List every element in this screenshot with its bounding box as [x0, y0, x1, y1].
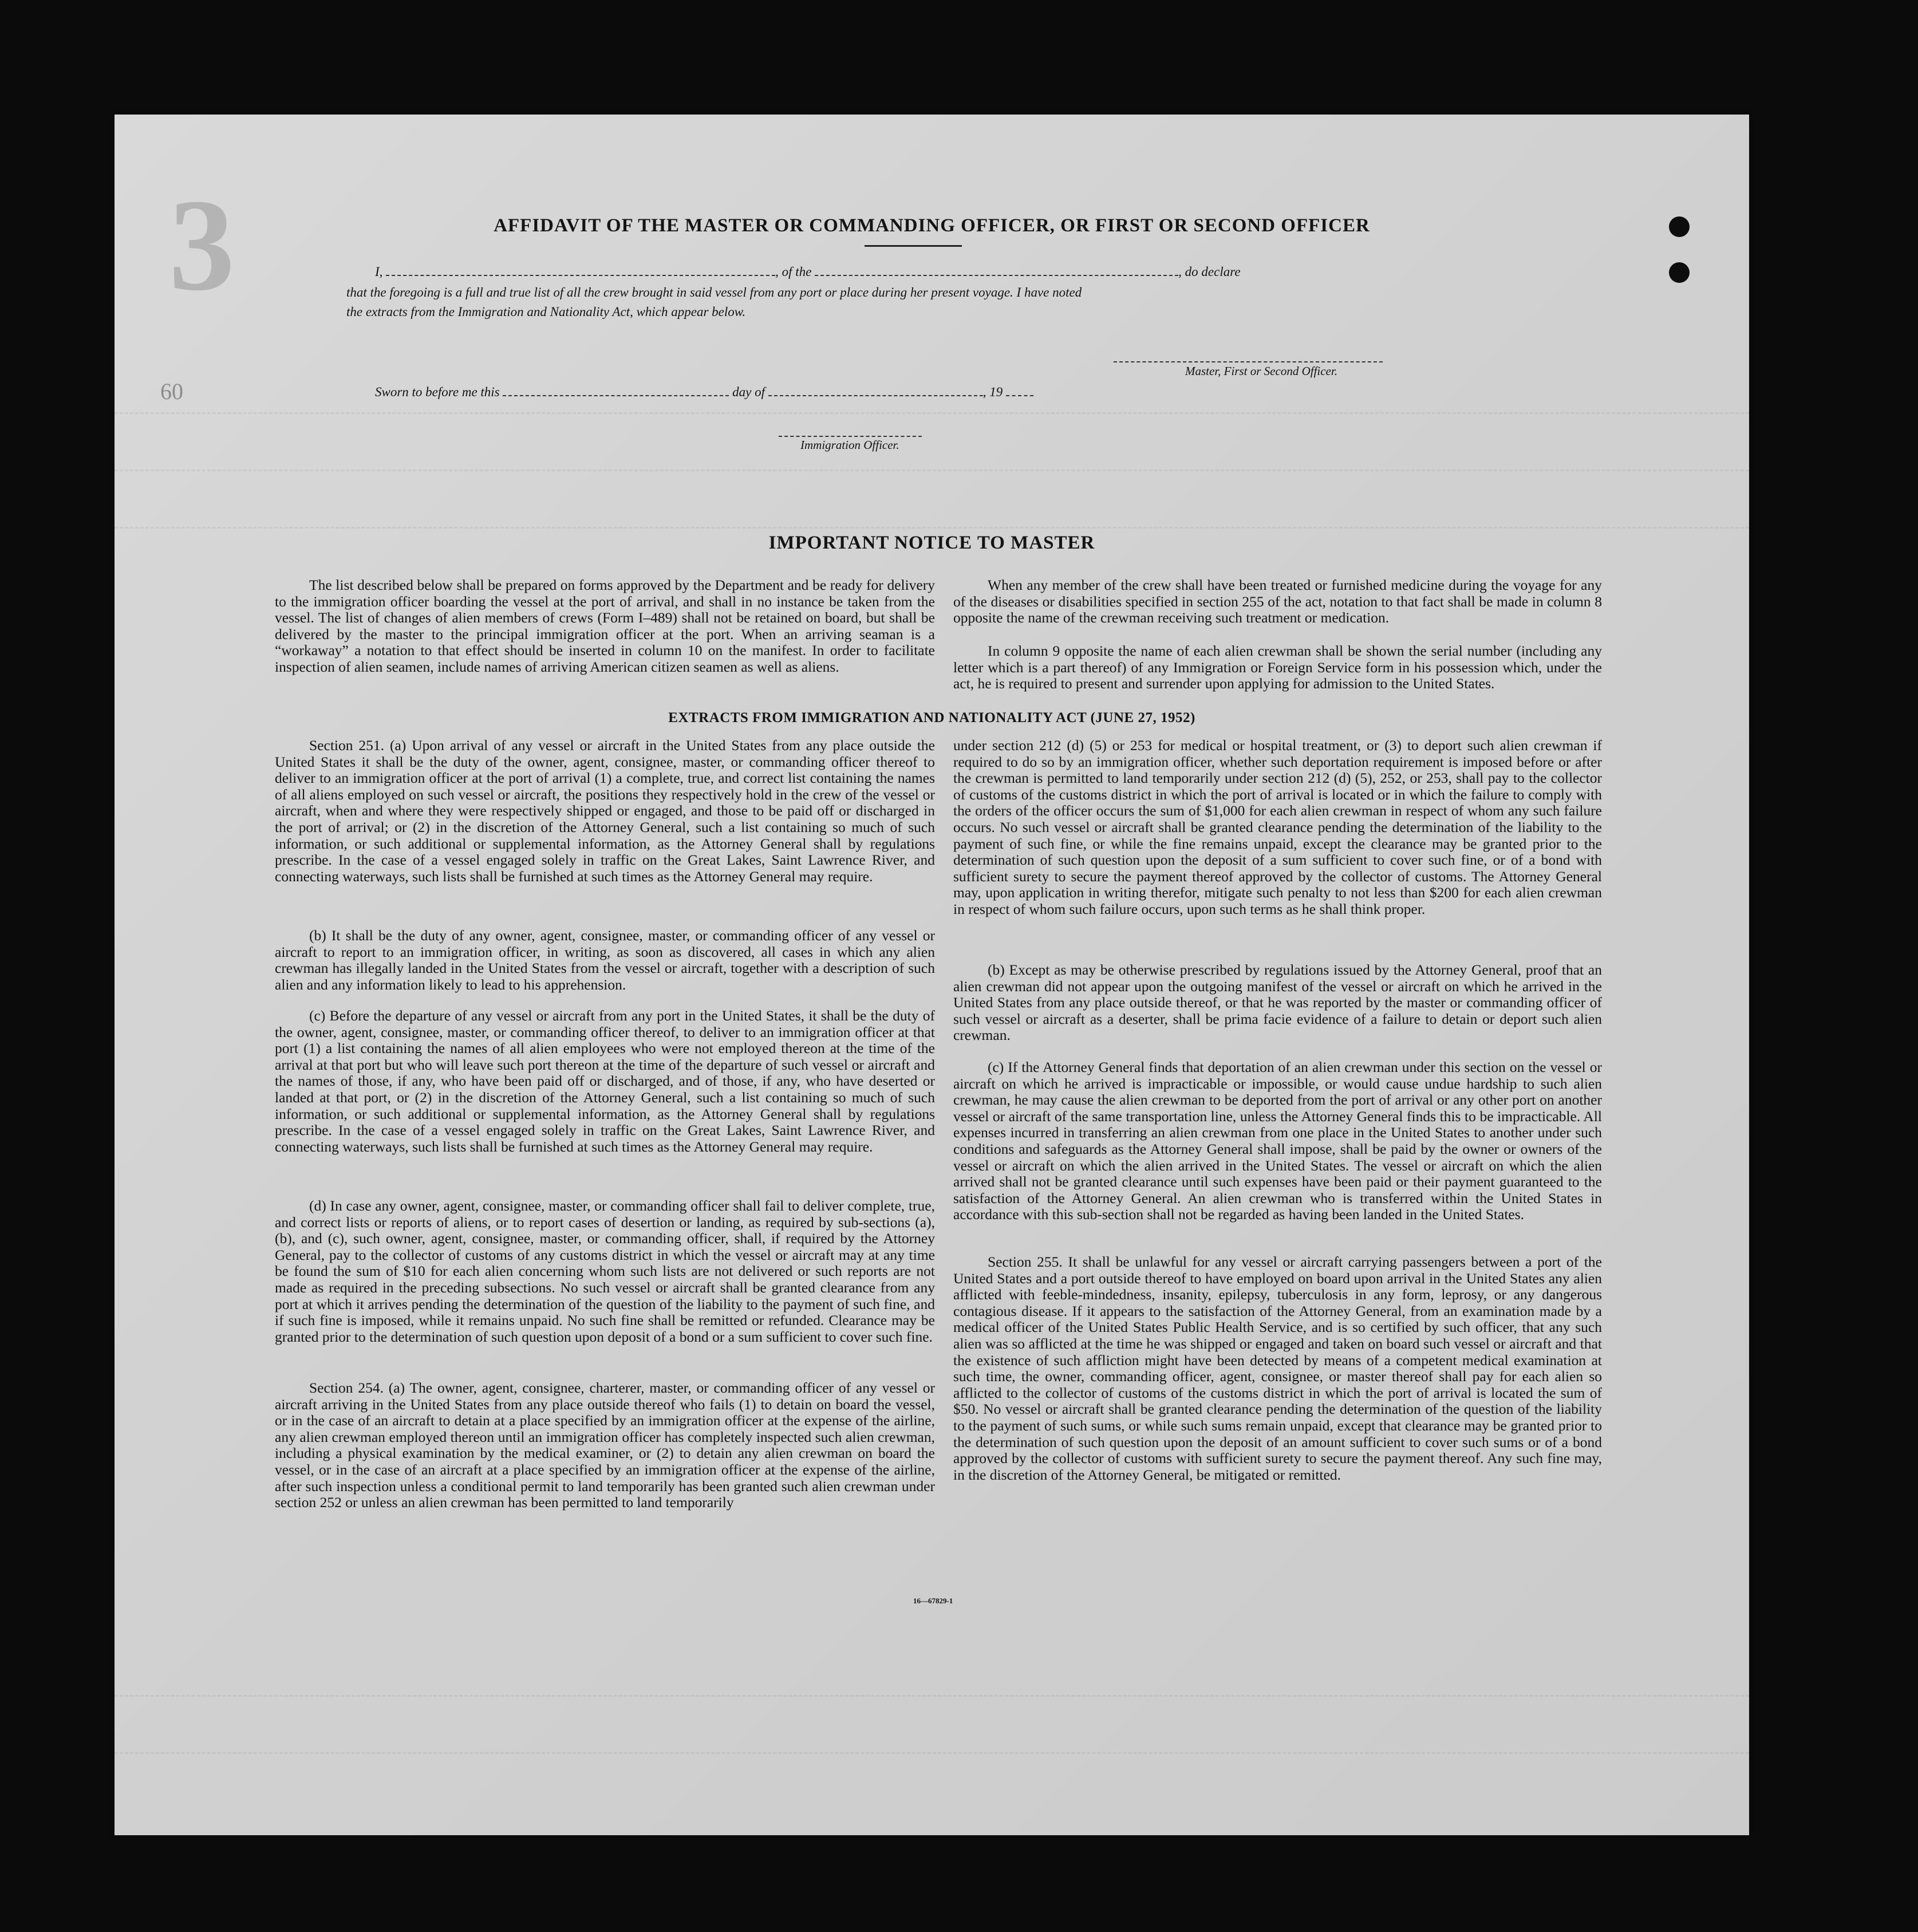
notice-left-paragraph: The list described below shall be prepared on forms approved by the Department and be ready for delivery to the immigration officer boarding the vessel at the port of arrival, and shall in no instance be taken from the vessel. The list of changes of alien members of crews (Form I–489) shall not be retained on board, but shall be delivered by the master to the principal immigration officer at the port. When an arriving seaman is a “workaway” a notation to that effect should be inserted in column 10 on the manifest. In order to facilitate inspection of alien seamen, include names of arriving American citizen seamen as well as aliens.: [275, 577, 935, 675]
extracts-title: EXTRACTS FROM IMMIGRATION AND NATIONALITY ACT (JUNE 27, 1952): [668, 710, 1195, 726]
name-blank-line: [386, 274, 775, 276]
page-number-mark: 3: [169, 172, 235, 318]
sworn-month-blank: [768, 395, 983, 396]
sworn-year-blank: [1006, 395, 1033, 396]
year-label: , 19: [982, 385, 1003, 399]
vessel-blank-line: [815, 274, 1178, 276]
punch-hole: [1669, 262, 1690, 283]
bleed-through-line: [115, 1695, 1749, 1698]
title-rule: [865, 245, 962, 247]
bleed-through-line: [115, 470, 1749, 472]
form-code: 16—67829-1: [913, 1596, 953, 1605]
bleed-through-line: [115, 412, 1749, 415]
section-251a-paragraph: Section 251. (a) Upon arrival of any vessel or aircraft in the United States from any place outside the United States it shall be the duty of the owner, agent, consignee, master, or commanding officer thereof to deliver to an immigration officer at the port of arrival (1) a complete, true, and correct list containing the names of all aliens employed on such vessel or aircraft, the positions they respectively hold in the crew of the vessel or aircraft, when and where they were respectively shipped or engaged, and those to be paid off or discharged in the port of arrival; or (2) in the discretion of the Attorney General, such a list containing so much of such information, or such additional or supplemental information, as the Attorney General shall by regulations prescribe. In the case of a vessel engaged solely in traffic on the Great Lakes, Saint Lawrence River, and connecting waterways, such lists shall be furnished at such times as the Attorney General may require.: [275, 737, 935, 885]
side-number-mark: 60: [160, 378, 183, 404]
sworn-day-blank: [503, 395, 729, 396]
sworn-label: Sworn to before me this: [375, 385, 500, 399]
affidavit-of-the-label: , of the: [775, 265, 812, 279]
section-255-paragraph: Section 255. It shall be unlawful for any vessel or aircraft carrying passengers between a port of the United States and a port outside thereof to have employed on board upon arrival in the United States any alien afflicted with feeble-mindedness, insanity, epilepsy, tuberculosis in any form, leprosy, or any dangerous contagious disease. If it appears to the satisfaction of the Attorney General, from an examination made by a medical officer of the United States Public Health Service, and is so certified by such officer, that any such alien was so afflicted at the time he was shipped or engaged and taken on board such vessel or aircraft and that the existence of such affliction might have been detected by means of a competent medical examination at such time, the owner, commanding officer, agent, consignee, or master thereof shall pay for each alien so afflicted to the collector of customs of the customs district in which the port of arrival is located the sum of $50. No vessel or aircraft shall be granted clearance pending the determination of the question of the liability to the payment of such sums, or while such sums remain unpaid, except that clearance may be granted prior to the determination of such question upon the deposit of an amount sufficient to cover such sums or of a bond approved by the collector of customs with sufficient surety to secure the payment thereof. Any such fine may, in the discretion of the Attorney General, be mitigated or remitted.: [953, 1253, 1602, 1483]
immigration-officer-label: Immigration Officer.: [800, 438, 899, 452]
affidavit-line-2: that the foregoing is a full and true list of all the crew brought in said vessel from any port or place during her present voyage. I have noted: [346, 285, 1082, 299]
master-signature-line: [1114, 361, 1383, 362]
section-254a-paragraph: Section 254. (a) The owner, agent, consignee, charterer, master, or commanding officer of any vessel or aircraft arriving in the United States from any place outside thereof who fails (1) to detain on board the vessel, or in the case of an aircraft to detain at a place specified by an immigration officer at the expense of the airline, any alien crewman employed thereon until an immigration officer has completely inspected such alien crewman, including a physical examination by the medical examiner, or (2) to detain any alien crewman on board the vessel, or in the case of an aircraft at a place specified by an immigration officer at the expense of the airline, after such inspection unless a conditional permit to land temporarily has been granted such alien crewman under section 252 or unless an alien crewman has been permitted to land temporarily: [275, 1379, 935, 1511]
day-of-label: day of: [732, 385, 765, 399]
document-page: [115, 115, 1749, 1835]
section-251c-paragraph: (c) Before the departure of any vessel or aircraft from any port in the United States, it shall be the duty of the owner, agent, consignee, master, or commanding officer thereof, to deliver to an immigration officer at that port (1) a list containing the names of all alien employees who were not employed thereon at the time of the arrival at that port but who will leave such port thereon at the time of the departure of such vessel or aircraft and the names of those, if any, who have been paid off or discharged, and of those, if any, who have deserted or landed at that port, or (2) in the discretion of the Attorney General, such a list containing so much of such information, or such additional or supplemental information, as the Attorney General shall by regulations prescribe. In the case of a vessel engaged solely in traffic on the Great Lakes, Saint Lawrence River, and connecting waterways, such lists shall be furnished at such times as the Attorney General may require.: [275, 1007, 935, 1155]
notice-right-paragraph-1: When any member of the crew shall have been treated or furnished medicine during the voyage for any of the diseases or disabilities specified in section 255 of the act, notation to that fact shall be made in column 8 opposite the name of the crewman receiving such treatment or medication.: [953, 577, 1602, 626]
master-officer-label: Master, First or Second Officer.: [1185, 364, 1337, 378]
bleed-through-line: [115, 527, 1749, 530]
section-254a-continued-paragraph: under section 212 (d) (5) or 253 for medical or hospital treatment, or (3) to deport such alien crewman if required to do so by an immigration officer, whether such deportation requirement is imposed before or after the crewman is permitted to land temporarily under section 212 (d) (5), 252, or 253, shall pay to the collector of customs of the customs district in which the port of arrival is located or in which the failure to comply with the orders of the officer occurs the sum of $1,000 for each alien crewman in respect of whom any such failure occurs. No such vessel or aircraft shall be granted clearance pending the determination of the liability to the payment of such fine, or while the fine remains unpaid, except the clearance may be granted prior to the determination of such question upon the deposit of a sum sufficient to cover such fine, or of a bond with sufficient surety to secure the payment thereof approved by the collector of customs. The Attorney General may, upon application in writing therefor, mitigate such penalty to not less than $200 for each alien crewman in respect of whom such failure occurs, upon such terms as he shall think proper.: [953, 737, 1602, 917]
affidavit-title: AFFIDAVIT OF THE MASTER OR COMMANDING OFFICER, OR FIRST OR SECOND OFFICER: [494, 215, 1370, 236]
section-254b-paragraph: (b) Except as may be otherwise prescribed by regulations issued by the Attorney General, proof that an alien crewman did not appear upon the outgoing manifest of the vessel or aircraft on which he arrived in the United States from any place outside thereof, or that he was reported by the master or commanding officer of such vessel or aircraft as a deserter, shall be prima facie evidence of a failure to detain or deport such alien crewman.: [953, 961, 1602, 1044]
bleed-through-line: [115, 1752, 1749, 1755]
notice-right-paragraph-2: In column 9 opposite the name of each alien crewman shall be shown the serial number (including any letter which is a part thereof) of any Immigration or Foreign Service form in his possession which, under the act, he is required to present and surrender upon applying for admission to the United States.: [953, 642, 1602, 692]
section-251b-paragraph: (b) It shall be the duty of any owner, agent, consignee, master, or commanding officer of any vessel or aircraft to report to an immigration officer, in writing, as soon as discovered, all cases in which any alien crewman has illegally landed in the United States from the vessel or aircraft, together with a description of such alien and any information likely to lead to his apprehension.: [275, 927, 935, 993]
section-251d-paragraph: (d) In case any owner, agent, consignee, master, or commanding officer shall fail to deliver complete, true, and correct lists or reports of aliens, or to report cases of desertion or landing, as required by sub-sections (a), (b), and (c), such owner, agent, consignee, master, or commanding officer, shall, if required by the Attorney General, pay to the collector of customs of any customs district in which the vessel or aircraft may at any time be found the sum of $10 for each alien concerning whom such lists are not delivered or such reports are not made as required in the preceding subsections. No such vessel or aircraft shall be granted clearance from any port at which it arrives pending the determination of the question of the liability to the payment of such fine, and if such fine is imposed, while it remains unpaid. No such fine shall be remitted or refunded. Clearance may be granted prior to the determination of such question upon deposit of a bond or a sum sufficient to cover such fine.: [275, 1197, 935, 1345]
section-254c-paragraph: (c) If the Attorney General finds that deportation of an alien crewman under this section on the vessel or aircraft on which he arrived is impracticable or impossible, or would cause undue hardship to such alien crewman, he may cause the alien crewman to be deported from the port of arrival or any other port on another vessel or aircraft of the same transportation line, unless the Attorney General finds this to be impracticable. All expenses incurred in transferring an alien crewman from one place in the United States to another under such conditions and safeguards as the Attorney General shall impose, shall be paid by the owner or owners of the vessel or aircraft on which the alien arrived in the United States. The vessel or aircraft on which the alien arrived shall not be granted clearance until such expenses have been paid or their payment guaranteed to the satisfaction of the Attorney General. An alien crewman who is transferred within the United States in accordance with this sub-section shall not be regarded as having been landed in the United States.: [953, 1059, 1602, 1223]
officer-signature-line: [779, 435, 922, 437]
affidavit-declare-label: , do declare: [1178, 265, 1241, 279]
affidavit-line-3: the extracts from the Immigration and Nationality Act, which appear below.: [346, 305, 746, 319]
affidavit-i-label: I,: [375, 265, 383, 279]
notice-title: IMPORTANT NOTICE TO MASTER: [768, 533, 1095, 553]
